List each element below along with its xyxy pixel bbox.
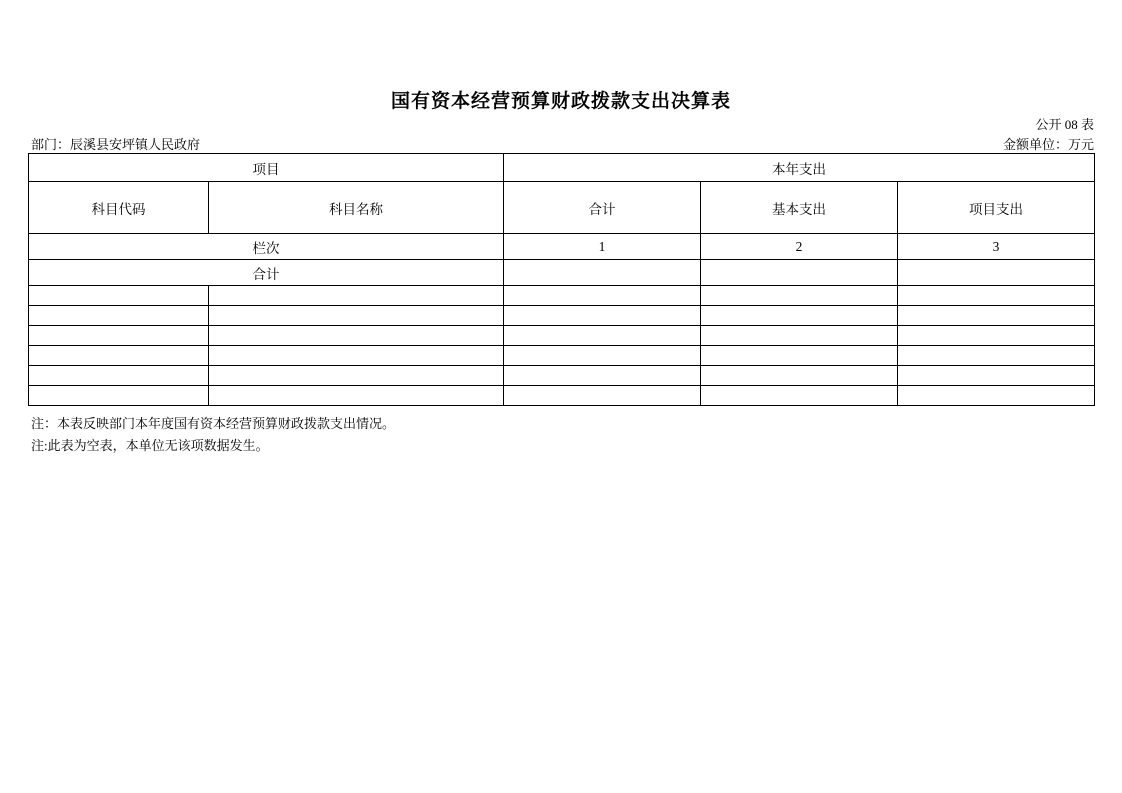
table-row-total	[29, 260, 1095, 286]
group-header-item: 项目	[29, 154, 504, 182]
cell-project	[898, 346, 1095, 366]
cell-total	[504, 386, 701, 406]
cell-project	[898, 326, 1095, 346]
cell-name	[209, 286, 504, 306]
column-index-2: 2	[701, 234, 898, 260]
cell-total	[504, 306, 701, 326]
page-title: 国有资本经营预算财政拨款支出决算表	[390, 91, 731, 112]
table-row	[29, 286, 1095, 306]
cell-basic	[701, 326, 898, 346]
total-row-value-1	[504, 260, 701, 286]
total-row-value-3	[898, 260, 1095, 286]
column-index-1: 1	[504, 234, 701, 260]
cell-project	[898, 386, 1095, 406]
cell-basic	[701, 286, 898, 306]
column-header-basic-expenditure: 基本支出	[701, 182, 898, 234]
table-row	[29, 346, 1095, 366]
cell-total	[504, 346, 701, 366]
table-row	[29, 326, 1095, 346]
cell-project	[898, 366, 1095, 386]
cell-name	[209, 386, 504, 406]
cell-name	[209, 366, 504, 386]
form-code-label: 公开 08 表	[1035, 117, 1094, 132]
cell-name	[209, 346, 504, 366]
cell-code	[29, 306, 209, 326]
cell-basic	[701, 306, 898, 326]
note-primary: 注：本表反映部门本年度国有资本经营预算财政拨款支出情况。	[31, 416, 396, 431]
cell-code	[29, 366, 209, 386]
table-row-column-header	[29, 182, 1095, 234]
cell-project	[898, 286, 1095, 306]
note-secondary: 注:此表为空表，本单位无该项数据发生。	[31, 438, 269, 453]
column-index-3: 3	[898, 234, 1095, 260]
group-header-expenditure: 本年支出	[504, 154, 1095, 182]
column-header-subject-name: 科目名称	[209, 182, 504, 234]
table-row	[29, 306, 1095, 326]
table-row	[29, 386, 1095, 406]
total-row-value-2	[701, 260, 898, 286]
cell-total	[504, 366, 701, 386]
cell-code	[29, 346, 209, 366]
table-row	[29, 366, 1095, 386]
cell-total	[504, 326, 701, 346]
cell-code	[29, 386, 209, 406]
budget-table	[28, 153, 1095, 406]
amount-unit-label: 金额单位：万元	[1002, 137, 1094, 152]
total-row-label: 合计	[29, 260, 504, 286]
department-label: 部门：辰溪县安坪镇人民政府	[31, 137, 201, 152]
cell-total	[504, 286, 701, 306]
cell-basic	[701, 366, 898, 386]
cell-project	[898, 306, 1095, 326]
column-header-project-expenditure: 项目支出	[898, 182, 1095, 234]
cell-name	[209, 306, 504, 326]
table-row-column-index	[29, 234, 1095, 260]
column-index-label: 栏次	[29, 234, 504, 260]
column-header-total: 合计	[504, 182, 701, 234]
cell-code	[29, 326, 209, 346]
column-header-subject-code: 科目代码	[29, 182, 209, 234]
cell-basic	[701, 346, 898, 366]
cell-name	[209, 326, 504, 346]
cell-basic	[701, 386, 898, 406]
table-row-group-header	[29, 154, 1095, 182]
cell-code	[29, 286, 209, 306]
